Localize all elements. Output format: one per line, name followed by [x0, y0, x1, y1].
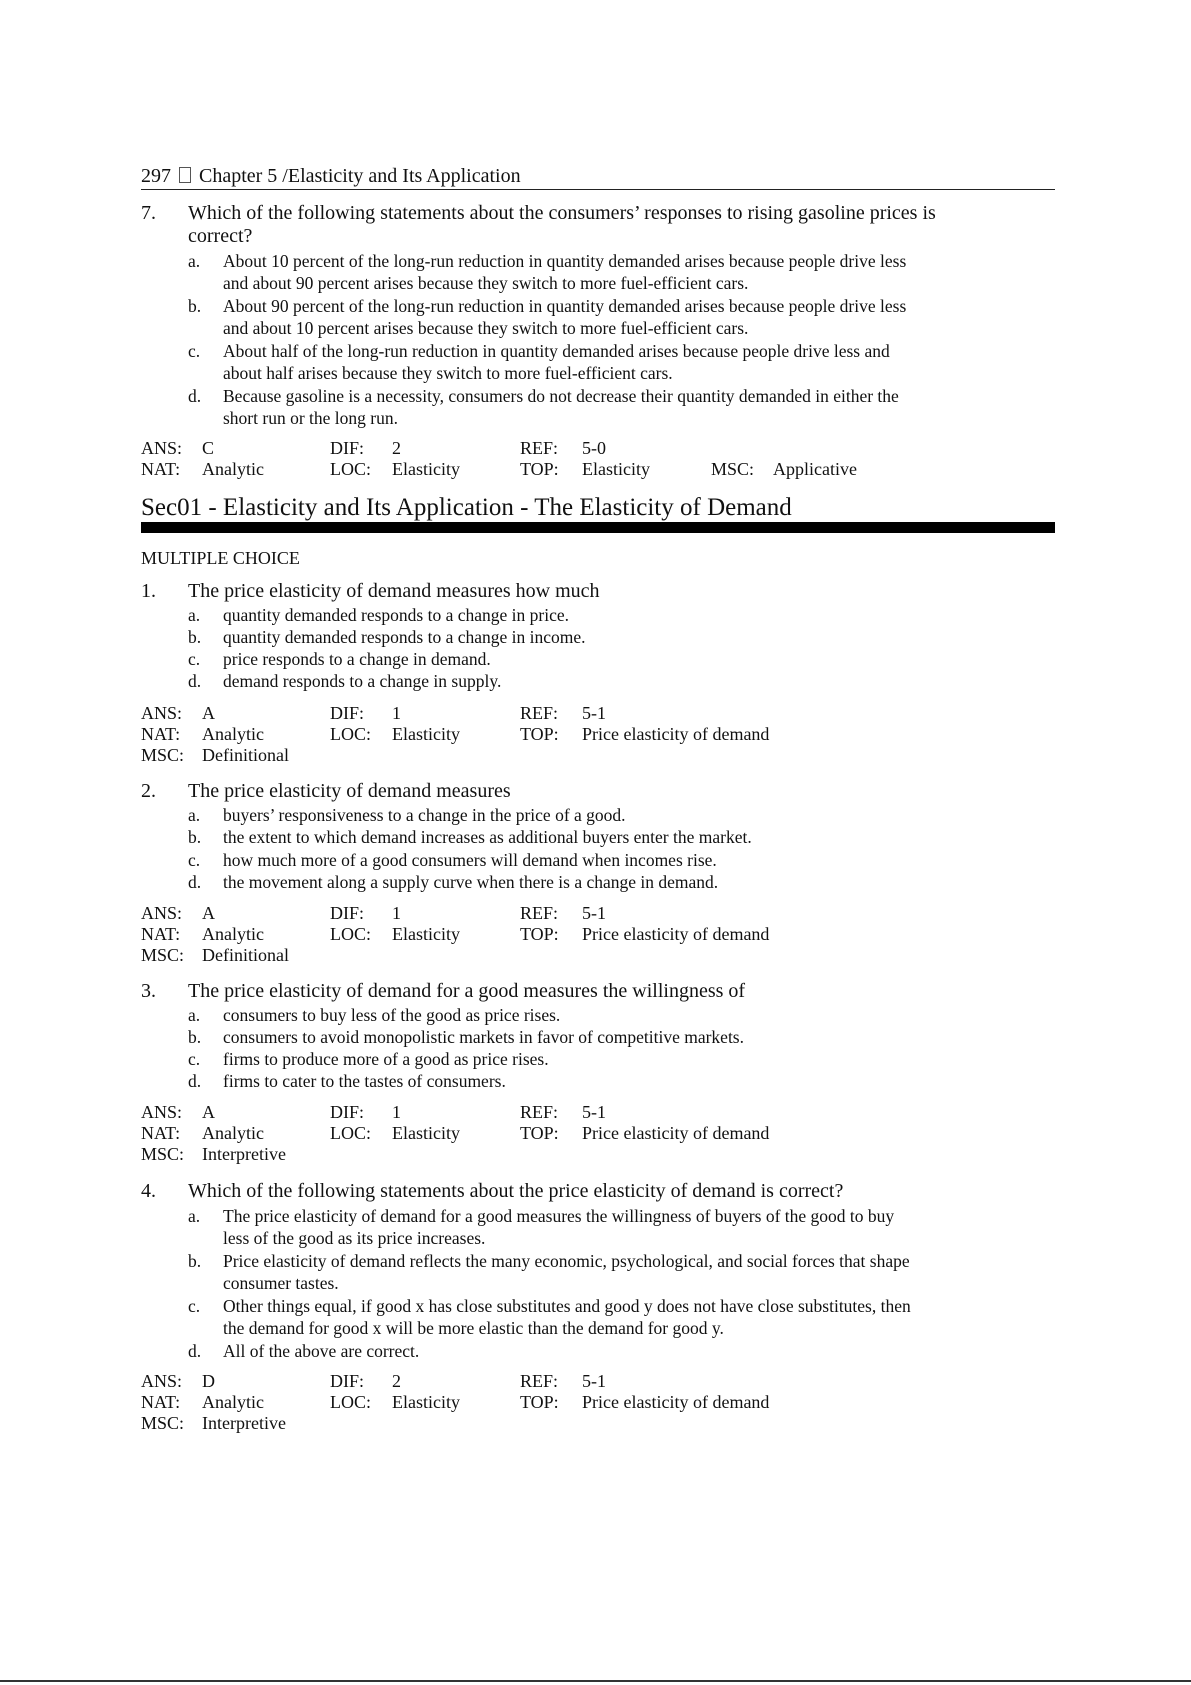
- ref-label: REF:: [520, 1371, 559, 1391]
- question-number: 1.: [141, 580, 156, 602]
- msc-value: Definitional: [202, 745, 289, 765]
- option-text-line2: consumer tastes.: [223, 1273, 339, 1293]
- top-value: Price elasticity of demand: [582, 724, 770, 744]
- option-text: firms to cater to the tastes of consumers.: [223, 1071, 506, 1091]
- ref-label: REF:: [520, 1102, 559, 1122]
- ref-value: 5-1: [582, 903, 606, 923]
- top-value: Price elasticity of demand: [582, 1123, 770, 1143]
- loc-label: LOC:: [330, 724, 372, 744]
- answer-option: [188, 340, 998, 384]
- nat-value: Analytic: [202, 1123, 264, 1143]
- ans-label: ANS:: [141, 703, 183, 723]
- dif-label: DIF:: [330, 903, 365, 923]
- option-text-line1: About 90 percent of the long-run reduction in quantity demanded arises because people drive less: [223, 296, 907, 316]
- question-q2-stem: [141, 780, 1021, 803]
- msc-label: MSC:: [141, 945, 185, 965]
- bottom-rule: [0, 1680, 1191, 1682]
- ans-label: ANS:: [141, 438, 183, 458]
- option-letter: a.: [188, 605, 201, 625]
- option-text-line2: and about 90 percent arises because they switch to more fuel-efficient cars.: [223, 273, 749, 293]
- question-text: The price elasticity of demand for a good measures the willingness of: [188, 980, 746, 1002]
- dif-value: 2: [392, 1371, 401, 1391]
- option-text: firms to produce more of a good as price rises.: [223, 1049, 549, 1069]
- ref-value: 5-1: [582, 1371, 606, 1391]
- ans-value: A: [202, 1102, 215, 1122]
- option-text: consumers to avoid monopolistic markets in favor of competitive markets.: [223, 1027, 744, 1047]
- top-label: TOP:: [520, 1123, 559, 1143]
- question-number: 7.: [141, 202, 156, 224]
- option-letter: d.: [188, 1341, 202, 1361]
- question-q7-stem: [141, 202, 1021, 248]
- option-text-line1: Other things equal, if good x has close substitutes and good y does not have close substitutes, then: [223, 1296, 911, 1316]
- option-text-line1: About half of the long-run reduction in quantity demanded arises because people drive less and: [223, 341, 890, 361]
- option-letter: c.: [188, 1296, 201, 1316]
- dif-label: DIF:: [330, 703, 365, 723]
- ans-value: D: [202, 1371, 215, 1391]
- answer-option: [188, 1295, 998, 1339]
- dif-value: 1: [392, 703, 401, 723]
- answer-option: [188, 250, 998, 294]
- loc-value: Elasticity: [392, 459, 460, 479]
- answer-option: [188, 1026, 998, 1048]
- answer-option: [188, 1205, 998, 1249]
- dif-value: 2: [392, 438, 401, 458]
- nat-label: NAT:: [141, 1123, 181, 1143]
- multiple-choice-label: MULTIPLE CHOICE: [141, 548, 300, 568]
- msc-label: MSC:: [141, 1413, 185, 1433]
- option-letter: b.: [188, 627, 202, 647]
- option-letter: a.: [188, 805, 201, 825]
- option-letter: c.: [188, 649, 201, 669]
- option-letter: b.: [188, 1027, 202, 1047]
- top-value: Price elasticity of demand: [582, 1392, 770, 1412]
- option-text: the extent to which demand increases as additional buyers enter the market.: [223, 827, 752, 847]
- answer-option: [188, 1048, 998, 1070]
- option-text: the movement along a supply curve when there is a change in demand.: [223, 872, 719, 892]
- loc-value: Elasticity: [392, 1123, 460, 1143]
- loc-label: LOC:: [330, 1123, 372, 1143]
- ans-label: ANS:: [141, 1371, 183, 1391]
- option-letter: d.: [188, 671, 202, 691]
- option-text: demand responds to a change in supply.: [223, 671, 502, 691]
- loc-value: Elasticity: [392, 1392, 460, 1412]
- ans-label: ANS:: [141, 1102, 183, 1122]
- option-text-line2: about half arises because they switch to more fuel-efficient cars.: [223, 363, 673, 383]
- top-label: TOP:: [520, 459, 559, 479]
- answer-option: [188, 626, 998, 648]
- answer-option: [188, 804, 998, 826]
- answer-option: [188, 604, 998, 626]
- answer-option: [188, 1004, 998, 1026]
- chapter-title: Chapter 5 /Elasticity and Its Application: [199, 165, 521, 187]
- msc-value: Definitional: [202, 945, 289, 965]
- nat-label: NAT:: [141, 924, 181, 944]
- section-divider: [141, 522, 1055, 533]
- question-q3-stem: [141, 980, 1021, 1003]
- option-text: consumers to buy less of the good as price rises.: [223, 1005, 561, 1025]
- ans-label: ANS:: [141, 903, 183, 923]
- ref-label: REF:: [520, 903, 559, 923]
- question-text: The price elasticity of demand measures how much: [188, 580, 600, 602]
- ref-value: 5-1: [582, 1102, 606, 1122]
- loc-value: Elasticity: [392, 724, 460, 744]
- option-text: how much more of a good consumers will demand when incomes rise.: [223, 850, 717, 870]
- top-label: TOP:: [520, 924, 559, 944]
- nat-label: NAT:: [141, 459, 181, 479]
- answer-option: [188, 1340, 998, 1362]
- dif-label: DIF:: [330, 1371, 365, 1391]
- msc-label: MSC:: [141, 745, 185, 765]
- option-text-line2: and about 10 percent arises because they switch to more fuel-efficient cars.: [223, 318, 749, 338]
- nat-value: Analytic: [202, 1392, 264, 1412]
- question-number: 3.: [141, 980, 156, 1002]
- option-letter: d.: [188, 872, 202, 892]
- option-letter: c.: [188, 1049, 201, 1069]
- page-header: [141, 164, 1055, 190]
- page-number: 297: [141, 165, 171, 187]
- top-value: Price elasticity of demand: [582, 924, 770, 944]
- top-value: Elasticity: [582, 459, 650, 479]
- msc-value: Interpretive: [202, 1144, 286, 1164]
- nat-label: NAT:: [141, 1392, 181, 1412]
- option-letter: a.: [188, 1005, 201, 1025]
- nat-value: Analytic: [202, 459, 264, 479]
- dif-label: DIF:: [330, 1102, 365, 1122]
- answer-option: [188, 1070, 998, 1092]
- msc-value: Interpretive: [202, 1413, 286, 1433]
- option-letter: d.: [188, 386, 202, 406]
- dif-label: DIF:: [330, 438, 365, 458]
- box-icon: [179, 167, 191, 183]
- option-text: price responds to a change in demand.: [223, 649, 491, 669]
- option-text-line1: The price elasticity of demand for a good measures the willingness of buyers of the good to buy: [223, 1206, 895, 1226]
- dif-value: 1: [392, 903, 401, 923]
- dif-value: 1: [392, 1102, 401, 1122]
- option-text-line1: About 10 percent of the long-run reduction in quantity demanded arises because people drive less: [223, 251, 907, 271]
- answer-option: [188, 648, 998, 670]
- loc-label: LOC:: [330, 459, 372, 479]
- nat-value: Analytic: [202, 724, 264, 744]
- question-text: The price elasticity of demand measures: [188, 780, 511, 802]
- ans-value: A: [202, 703, 215, 723]
- option-letter: b.: [188, 296, 202, 316]
- question-text-line1: Which of the following statements about the consumers’ responses to rising gasoline prices is: [188, 202, 936, 224]
- ref-value: 5-1: [582, 703, 606, 723]
- option-letter: a.: [188, 1206, 201, 1226]
- ref-label: REF:: [520, 438, 559, 458]
- option-letter: b.: [188, 827, 202, 847]
- question-number: 4.: [141, 1180, 156, 1202]
- option-letter: b.: [188, 1251, 202, 1271]
- option-letter: c.: [188, 341, 201, 361]
- answer-option: [188, 871, 998, 893]
- option-text-line2: less of the good as its price increases.: [223, 1228, 486, 1248]
- nat-value: Analytic: [202, 924, 264, 944]
- msc-label: MSC:: [141, 1144, 185, 1164]
- loc-label: LOC:: [330, 924, 372, 944]
- option-text-line1: Price elasticity of demand reflects the many economic, psychological, and social forces that shape: [223, 1251, 910, 1271]
- top-label: TOP:: [520, 724, 559, 744]
- option-text-line2: the demand for good x will be more elastic than the demand for good y.: [223, 1318, 724, 1338]
- ref-value: 5-0: [582, 438, 606, 458]
- answer-option: [188, 826, 998, 848]
- question-q1-stem: [141, 580, 1021, 603]
- option-text: quantity demanded responds to a change in price.: [223, 605, 570, 625]
- question-number: 2.: [141, 780, 156, 802]
- answer-option: [188, 1250, 998, 1294]
- question-text-line2: correct?: [188, 225, 253, 247]
- question-q4-stem: [141, 1180, 1021, 1203]
- section-title: Sec01 - Elasticity and Its Application - The Elasticity of Demand: [141, 494, 792, 521]
- option-text-line1: All of the above are correct.: [223, 1341, 420, 1361]
- ref-label: REF:: [520, 703, 559, 723]
- answer-option: [188, 849, 998, 871]
- question-text: Which of the following statements about the price elasticity of demand is correct?: [188, 1180, 844, 1202]
- nat-label: NAT:: [141, 724, 181, 744]
- option-letter: c.: [188, 850, 201, 870]
- loc-value: Elasticity: [392, 924, 460, 944]
- top-label: TOP:: [520, 1392, 559, 1412]
- option-text: buyers’ responsiveness to a change in the price of a good.: [223, 805, 626, 825]
- option-letter: a.: [188, 251, 201, 271]
- ans-value: C: [202, 438, 215, 458]
- answer-option: [188, 385, 998, 429]
- answer-option: [188, 295, 998, 339]
- answer-option: [188, 670, 998, 692]
- loc-label: LOC:: [330, 1392, 372, 1412]
- option-letter: d.: [188, 1071, 202, 1091]
- ans-value: A: [202, 903, 215, 923]
- option-text: quantity demanded responds to a change in income.: [223, 627, 586, 647]
- option-text-line1: Because gasoline is a necessity, consumers do not decrease their quantity demanded in either the: [223, 386, 899, 406]
- msc-value: Applicative: [773, 459, 857, 479]
- option-text-line2: short run or the long run.: [223, 408, 398, 428]
- msc-label: MSC:: [711, 459, 755, 479]
